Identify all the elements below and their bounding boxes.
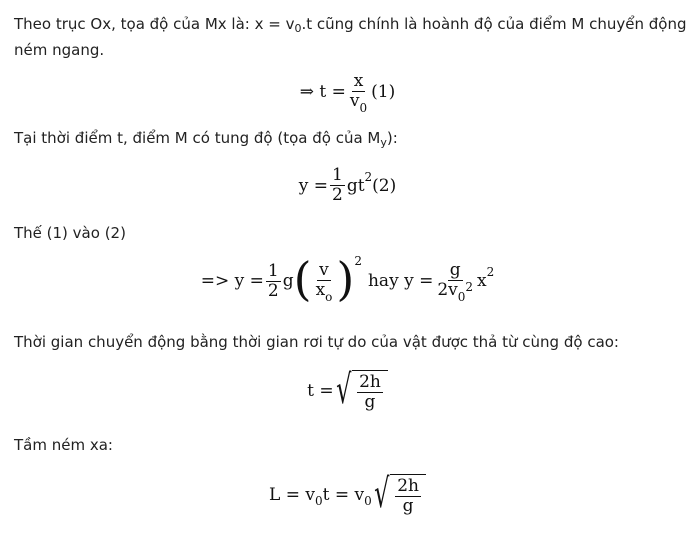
eq2-denominator: 2 bbox=[331, 185, 343, 205]
eq2-fraction bbox=[330, 166, 345, 205]
eq2-sup: 2 bbox=[364, 169, 373, 184]
eq3-num1: 1 bbox=[267, 260, 279, 281]
sqrt-symbol: √ $\frac{2h}{g}$ bbox=[372, 474, 426, 516]
eq3-inner-den-sub: o bbox=[325, 290, 333, 304]
eq3-tail-sup: 2 bbox=[486, 265, 495, 279]
p5-text: Tầm ném xa: bbox=[14, 436, 113, 454]
p2-subscript: y bbox=[380, 136, 387, 149]
eq5-lhs: L = v bbox=[269, 485, 315, 505]
eq3-den2-sup: 2 bbox=[465, 280, 474, 294]
eq3-den2-sub: 0 bbox=[457, 290, 466, 304]
p1-text-c: ném ngang. bbox=[14, 41, 105, 59]
eq1-numerator: x bbox=[353, 71, 364, 91]
eq3-fraction-g bbox=[435, 260, 475, 304]
eq2-tag: (2) bbox=[372, 175, 397, 196]
eq1-den-sub: 0 bbox=[359, 101, 368, 115]
eq5-num: 2h bbox=[397, 476, 419, 496]
eq3-inner-den-base: x bbox=[315, 280, 326, 300]
eq2-lhs: y = bbox=[298, 175, 328, 196]
eq3-inner-num: v bbox=[319, 260, 329, 280]
eq5-fraction bbox=[395, 477, 421, 516]
eq3-fraction-half bbox=[266, 262, 281, 301]
eq1-fraction bbox=[348, 71, 369, 115]
paragraph-4 bbox=[14, 330, 690, 354]
eq5-den: g bbox=[402, 496, 414, 516]
eq3-num2: g bbox=[449, 260, 461, 280]
equation-3 bbox=[0, 252, 695, 306]
equation-1 bbox=[0, 71, 695, 115]
equation-4 bbox=[0, 367, 695, 413]
p3-text: Thế (1) vào (2) bbox=[14, 224, 126, 242]
right-paren: ) bbox=[336, 252, 355, 306]
p1-text-b: .t cũng chính là hoành độ của điểm M chuyển động bbox=[301, 15, 687, 33]
eq5-sub-b: 0 bbox=[364, 494, 372, 508]
eq4-num: 2h bbox=[359, 372, 381, 392]
paragraph-5 bbox=[14, 433, 690, 457]
eq2-body: gt bbox=[346, 175, 365, 196]
eq3-sup: 2 bbox=[354, 254, 362, 268]
p1-subscript: 0 bbox=[294, 22, 302, 35]
equation-2 bbox=[0, 166, 695, 205]
eq3-tail: x bbox=[477, 271, 487, 291]
eq1-tag: (1) bbox=[371, 82, 396, 102]
eq3-mid: hay y = bbox=[367, 271, 434, 291]
eq5-sub-a: 0 bbox=[314, 494, 323, 508]
left-paren: ( bbox=[293, 252, 312, 306]
p4-text: Thời gian chuyển động bằng thời gian rơi tự do của vật được thả từ cùng độ cao: bbox=[14, 333, 619, 351]
eq4-lhs: t = bbox=[307, 381, 334, 401]
eq3-den2-base: 2v bbox=[437, 280, 458, 300]
p1-text-a: Theo trục Ox, tọa độ của Mx là: x = v bbox=[14, 15, 295, 33]
paragraph-3 bbox=[14, 221, 690, 245]
p2-text-a: Tại thời điểm t, điểm M có tung độ (tọa độ của M bbox=[14, 129, 381, 147]
eq3-g: g bbox=[282, 271, 294, 291]
eq2-numerator: 1 bbox=[331, 165, 343, 185]
eq4-fraction bbox=[357, 373, 383, 412]
paragraph-2 bbox=[14, 126, 690, 152]
paragraph-1 bbox=[14, 12, 690, 62]
sqrt-symbol: √ $\frac{2h}{g}$ bbox=[334, 370, 388, 412]
eq3-fraction-inner bbox=[314, 260, 335, 304]
eq3-den1: 2 bbox=[267, 280, 279, 301]
equation-5 bbox=[0, 471, 695, 517]
eq1-den-base: v bbox=[349, 91, 360, 111]
eq5-mid: t = v bbox=[322, 485, 365, 505]
eq3-lhs: => y = bbox=[200, 271, 264, 291]
p2-text-b: ): bbox=[386, 129, 398, 147]
eq4-den: g bbox=[364, 392, 376, 412]
eq1-lhs: ⇒ t = bbox=[299, 82, 346, 102]
